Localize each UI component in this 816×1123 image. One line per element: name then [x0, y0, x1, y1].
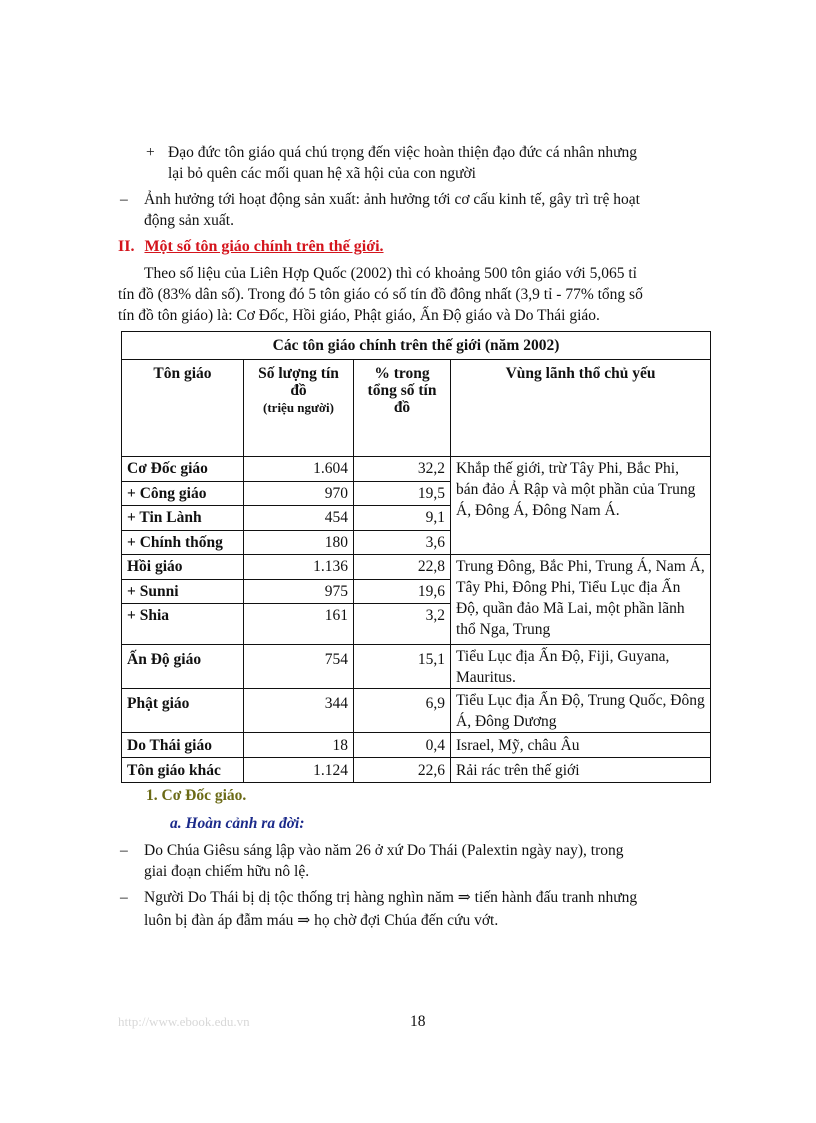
percent-value: 9,1: [354, 506, 450, 531]
table-row: [122, 689, 711, 733]
followers-value: 344: [244, 689, 354, 733]
intro-line: tín đồ (83% dân số). Trong đó 5 tôn giáo có số tín đồ đông nhất (3,9 tỉ - 77% tổng số: [118, 286, 643, 303]
table-row: [122, 555, 711, 645]
religion-table: [121, 331, 711, 783]
intro-line: Theo số liệu của Liên Hợp Quốc (2002) thì có khoảng 500 tôn giáo với 5,065 tỉ: [144, 265, 637, 282]
table-row: [122, 733, 711, 758]
bullet-symbol: –: [120, 889, 128, 906]
header-followers-unit: (triệu người): [263, 400, 334, 415]
header-followers: [244, 360, 354, 457]
followers-value: 1.124: [244, 758, 354, 783]
bullet-symbol: –: [120, 191, 128, 208]
header-followers-text: Số lượng tín đồ: [258, 365, 339, 399]
bullet-line: Người Do Thái bị dị tộc thống trị hàng nghìn năm ⇒ tiến hành đấu tranh nhưng: [144, 889, 638, 906]
religion-name: + Chính thống: [127, 533, 223, 551]
followers-value: 1.136: [244, 555, 353, 580]
region-text: Tiểu Lục địa Ấn Độ, Trung Quốc, Đông Á, Đông Dương: [451, 689, 711, 733]
percent-value: 19,6: [354, 580, 450, 605]
followers-value: 180: [324, 533, 348, 551]
percent-value: 3,2: [425, 607, 445, 624]
percent-value: 0,4: [354, 733, 451, 758]
subsection-heading: 1. Cơ Đốc giáo.: [146, 787, 247, 804]
religion-name: Tôn giáo khác: [122, 758, 244, 783]
religion-name: Phật giáo: [122, 689, 244, 733]
followers-value: 754: [244, 645, 354, 689]
region-text: Trung Đông, Bắc Phi, Trung Á, Nam Á, Tây Phi, Đông Phi, Tiểu Lục địa Ấn Độ, quần đảo Mã Lai, một phần lãnh thổ Nga, Trung: [451, 555, 711, 645]
header-percent: % trong tổng số tín đồ: [354, 360, 451, 457]
percent-value: 22,6: [354, 758, 451, 783]
bullet-line: luôn bị đàn áp đẫm máu ⇒ họ chờ đợi Chúa đến cứu vớt.: [144, 912, 499, 929]
region-text: Rải rác trên thế giới: [451, 758, 711, 783]
section-heading: [118, 236, 384, 257]
page-number: 18: [410, 1013, 426, 1030]
followers-value: 161: [324, 607, 348, 624]
region-text: Khắp thế giới, trừ Tây Phi, Bắc Phi, bán đảo Ả Rập và một phần của Trung Á, Đông Á, Đông Nam Á.: [451, 457, 711, 555]
percent-value: 19,5: [354, 482, 450, 507]
bullet-symbol: –: [120, 842, 128, 859]
followers-value: 1.604: [244, 457, 353, 482]
religion-name: + Sunni: [122, 580, 243, 605]
header-religion: Tôn giáo: [122, 360, 244, 457]
bullet-line: Do Chúa Giêsu sáng lập vào năm 26 ở xứ Do Thái (Palextin ngày nay), trong: [144, 842, 624, 859]
bullet-symbol: +: [146, 144, 155, 161]
bullet-line: Ảnh hưởng tới hoạt động sản xuất: ảnh hưởng tới cơ cấu kinh tế, gây trì trệ hoạt: [144, 191, 640, 208]
table-row: [122, 758, 711, 783]
followers-value: 970: [244, 482, 353, 507]
religion-name: Do Thái giáo: [122, 733, 244, 758]
intro-line: tín đồ tôn giáo) là: Cơ Đốc, Hồi giáo, Phật giáo, Ấn Độ giáo và Do Thái giáo.: [118, 307, 600, 324]
religion-name: Ấn Độ giáo: [122, 645, 244, 689]
section-title: Một số tôn giáo chính trên thế giới.: [144, 238, 384, 255]
percent-value: 6,9: [354, 689, 451, 733]
bullet-line: động sản xuất.: [144, 212, 234, 229]
region-text: Tiểu Lục địa Ấn Độ, Fiji, Guyana, Mauritus.: [451, 645, 711, 689]
followers-value: 454: [244, 506, 353, 531]
header-region: Vùng lãnh thổ chủ yếu: [451, 360, 711, 457]
religion-name: Cơ Đốc giáo: [122, 457, 243, 482]
percent-value: 15,1: [354, 645, 451, 689]
percent-value: 3,6: [425, 533, 445, 551]
religion-name: + Công giáo: [122, 482, 243, 507]
followers-value: 18: [244, 733, 354, 758]
section-number: II.: [118, 238, 135, 255]
percent-value: 22,8: [354, 555, 450, 580]
table-row: [122, 645, 711, 689]
religion-name: + Tin Lành: [122, 506, 243, 531]
subsubsection-heading: a. Hoàn cảnh ra đời:: [170, 815, 305, 832]
table-caption: Các tôn giáo chính trên thế giới (năm 2002): [122, 332, 711, 360]
table-row: [122, 457, 711, 555]
religion-name: + Shia: [127, 607, 170, 624]
bullet-line: Đạo đức tôn giáo quá chú trọng đến việc hoàn thiện đạo đức cá nhân nhưng: [168, 144, 637, 161]
percent-value: 32,2: [354, 457, 450, 482]
region-text: Israel, Mỹ, châu Âu: [451, 733, 711, 758]
bullet-line: giai đoạn chiếm hữu nô lệ.: [144, 863, 310, 880]
footer-url[interactable]: http://www.ebook.edu.vn: [118, 1014, 250, 1029]
bullet-line: lại bỏ quên các mối quan hệ xã hội của con người: [168, 165, 476, 182]
followers-value: 975: [244, 580, 353, 605]
religion-name: Hồi giáo: [122, 555, 243, 580]
